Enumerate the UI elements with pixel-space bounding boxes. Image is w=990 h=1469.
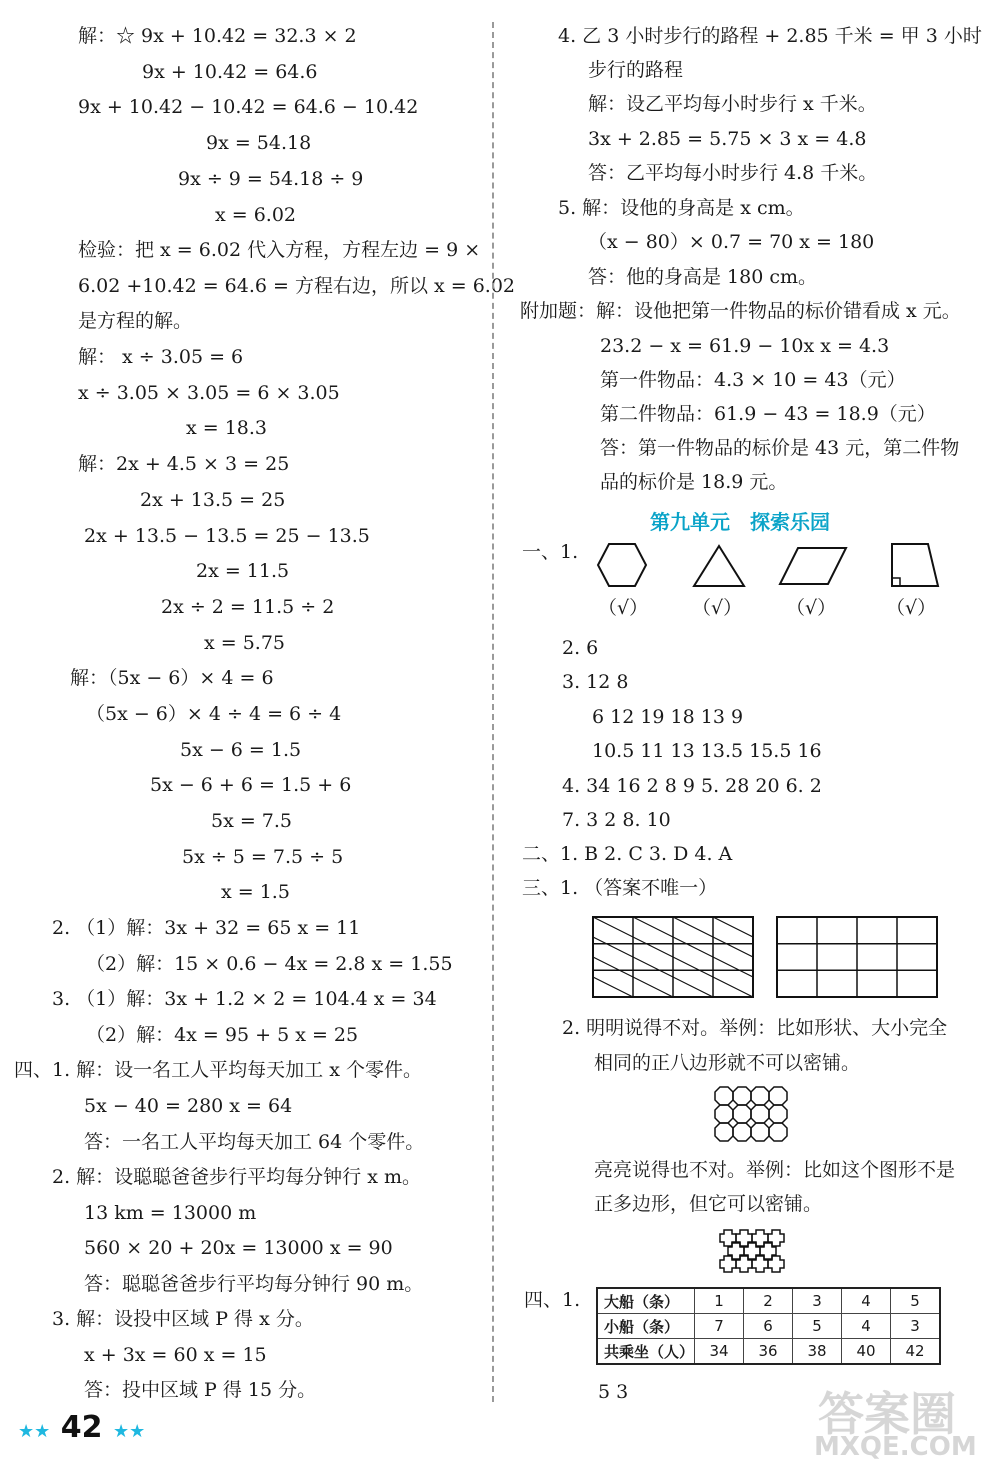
solution-line: 2x + 13.5 − 13.5 = 25 − 13.5 [84, 525, 370, 547]
solution-line: 2x ÷ 2 = 11.5 ÷ 2 [161, 596, 335, 618]
solution-line: 解：☆ 9x + 10.42 = 32.3 × 2 [78, 25, 357, 47]
solution-line: 2x + 13.5 = 25 [140, 489, 286, 511]
page-number: 42 [60, 1410, 103, 1445]
solution-line: 解：（5x − 6）× 4 = 6 [70, 667, 274, 689]
solution-line: x = 5.75 [204, 632, 286, 654]
solution-line: 检验：把 x = 6.02 代入方程，方程左边 = 9 × [78, 239, 481, 261]
table-cell: 4 [842, 1314, 891, 1339]
table-cell: 5 [891, 1288, 941, 1314]
solution-line: 4. 34 16 2 8 9 5. 28 20 6. 2 [562, 775, 822, 797]
solution-line: 9x + 10.42 − 10.42 = 64.6 − 10.42 [78, 96, 419, 118]
solution-line: x + 3x = 60 x = 15 [84, 1344, 267, 1366]
table-cell: 4 [842, 1288, 891, 1314]
solution-line: 3x + 2.85 = 5.75 × 3 x = 4.8 [588, 128, 867, 150]
solution-line: 3. 12 8 [562, 671, 629, 693]
boat-table [596, 1287, 941, 1365]
check-mark: （√） [886, 597, 937, 619]
triangle-shape [692, 544, 746, 588]
table-cell: 40 [842, 1339, 891, 1365]
solution-line: x = 1.5 [221, 881, 290, 903]
solution-line: 13 km = 13000 m [84, 1202, 257, 1224]
row-header: 共乘坐（人） [597, 1339, 695, 1365]
solution-line: 答：投中区域 P 得 15 分。 [84, 1379, 317, 1401]
solution-line: 是方程的解。 [78, 310, 193, 332]
table-row [597, 1288, 940, 1314]
solution-line: 5x − 40 = 280 x = 64 [84, 1095, 293, 1117]
solution-line: 附加题：解：设他把第一件物品的标价错看成 x 元。 [520, 300, 961, 322]
solution-line: 7. 3 2 8. 10 [562, 809, 671, 831]
solution-line: 答：一名工人平均每天加工 64 个零件。 [84, 1131, 425, 1153]
solution-line: x = 18.3 [186, 417, 268, 439]
cross-tiling-figure [716, 1226, 792, 1276]
hexagon-shape [596, 542, 648, 588]
solution-line: 2. 6 [562, 637, 599, 659]
octagon-cluster-figure [712, 1084, 792, 1142]
unit-title: 第九单元 探索乐园 [650, 510, 830, 534]
trapezoid-shape [888, 542, 940, 588]
star-icon: ★ [129, 1421, 146, 1442]
solution-line: 5x − 6 = 1.5 [180, 739, 302, 761]
solution-line: 4. 乙 3 小时步行的路程 + 2.85 千米 = 甲 3 小时 [558, 25, 982, 47]
solution-line: 6 12 19 18 13 9 [592, 706, 744, 728]
solution-line: 品的标价是 18.9 元。 [600, 471, 788, 493]
table-cell: 36 [744, 1339, 793, 1365]
solution-line: 9x ÷ 9 = 54.18 ÷ 9 [178, 168, 364, 190]
solution-line: （x − 80）× 0.7 = 70 x = 180 [588, 231, 875, 253]
solution-line: 5. 解：设他的身高是 x cm。 [558, 197, 805, 219]
table-row [597, 1314, 940, 1339]
solution-line: （2）解：4x = 95 + 5 x = 25 [86, 1024, 359, 1046]
solution-line: 2. 明明说得不对。举例：比如形状、大小完全 [562, 1017, 948, 1039]
triangle-tiling-figure [592, 916, 754, 998]
table-cell: 3 [793, 1288, 842, 1314]
solution-line: 答：聪聪爸爸步行平均每分钟行 90 m。 [84, 1273, 424, 1295]
solution-line: 答：他的身高是 180 cm。 [588, 266, 818, 288]
rectangle-tiling-figure [776, 916, 938, 998]
parallelogram-shape [778, 546, 848, 586]
table-cell: 38 [793, 1339, 842, 1365]
solution-line: 2x = 11.5 [196, 560, 290, 582]
solution-line: 2. 解：设聪聪爸爸步行平均每分钟行 x m。 [52, 1166, 421, 1188]
star-icon: ★ [112, 1421, 130, 1442]
solution-line: 5 3 [598, 1381, 629, 1403]
table-row [597, 1339, 940, 1365]
solution-line: 二、1. B 2. C 3. D 4. A [522, 843, 733, 865]
table-cell: 2 [744, 1288, 793, 1314]
solution-line: x = 6.02 [215, 204, 297, 226]
question-number: 一、1. [522, 541, 579, 563]
solution-line: 3. （1）解：3x + 1.2 × 2 = 104.4 x = 34 [52, 988, 437, 1010]
solution-line: 9x = 54.18 [206, 132, 312, 154]
question-number: 四、1. [524, 1289, 581, 1311]
row-header: 大船（条） [597, 1288, 695, 1314]
solution-line: 9x + 10.42 = 64.6 [142, 61, 318, 83]
solution-line: 答：第一件物品的标价是 43 元，第二件物 [600, 437, 960, 459]
column-divider [492, 22, 494, 1402]
solution-line: 5x ÷ 5 = 7.5 ÷ 5 [182, 846, 344, 868]
star-icon: ★ [18, 1421, 35, 1442]
solution-line: 560 × 20 + 20x = 13000 x = 90 [84, 1237, 393, 1259]
star-icon: ★ [34, 1421, 51, 1442]
solution-line: 正多边形，但它可以密铺。 [594, 1193, 823, 1215]
solution-line: 解： x ÷ 3.05 = 6 [78, 346, 244, 368]
solution-line: 解：设乙平均每小时步行 x 千米。 [588, 93, 877, 115]
solution-line: （5x − 6）× 4 ÷ 4 = 6 ÷ 4 [86, 703, 342, 725]
table-cell: 3 [891, 1314, 941, 1339]
solution-line: 3. 解：设投中区域 P 得 x 分。 [52, 1308, 314, 1330]
watermark-url: MXQE.COM [814, 1432, 977, 1462]
table-cell: 1 [695, 1288, 744, 1314]
check-mark: （√） [692, 597, 743, 619]
solution-line: 2. （1）解：3x + 32 = 65 x = 11 [52, 917, 361, 939]
table-cell: 34 [695, 1339, 744, 1365]
check-mark: （√） [598, 597, 649, 619]
table-cell: 5 [793, 1314, 842, 1339]
solution-line: 四、1. 解：设一名工人平均每天加工 x 个零件。 [14, 1059, 422, 1081]
solution-line: 5x = 7.5 [211, 810, 293, 832]
solution-line: 5x − 6 + 6 = 1.5 + 6 [150, 774, 352, 796]
table-cell: 6 [744, 1314, 793, 1339]
solution-line: x ÷ 3.05 × 3.05 = 6 × 3.05 [78, 382, 340, 404]
solution-line: 10.5 11 13 13.5 15.5 16 [592, 740, 822, 762]
solution-line: 23.2 − x = 61.9 − 10x x = 4.3 [600, 335, 890, 357]
page-number-block [18, 1410, 145, 1445]
solution-line: 第二件物品：61.9 − 43 = 18.9（元） [600, 403, 936, 425]
solution-line: 解：2x + 4.5 × 3 = 25 [78, 453, 290, 475]
solution-line: 三、1. （答案不唯一） [522, 877, 718, 899]
solution-line: 步行的路程 [588, 59, 684, 81]
solution-line: （2）解：15 × 0.6 − 4x = 2.8 x = 1.55 [86, 953, 453, 975]
row-header: 小船（条） [597, 1314, 695, 1339]
table-cell: 42 [891, 1339, 941, 1365]
solution-line: 相同的正八边形就不可以密铺。 [594, 1052, 861, 1074]
watermark-logo: 答案圈 [818, 1387, 956, 1441]
solution-line: 6.02 +10.42 = 64.6 = 方程右边，所以 x = 6.02 [78, 275, 516, 297]
solution-line: 第一件物品：4.3 × 10 = 43（元） [600, 369, 906, 391]
table-cell: 7 [695, 1314, 744, 1339]
check-mark: （√） [786, 597, 837, 619]
solution-line: 答：乙平均每小时步行 4.8 千米。 [588, 162, 878, 184]
solution-line: 亮亮说得也不对。举例：比如这个图形不是 [594, 1159, 956, 1181]
